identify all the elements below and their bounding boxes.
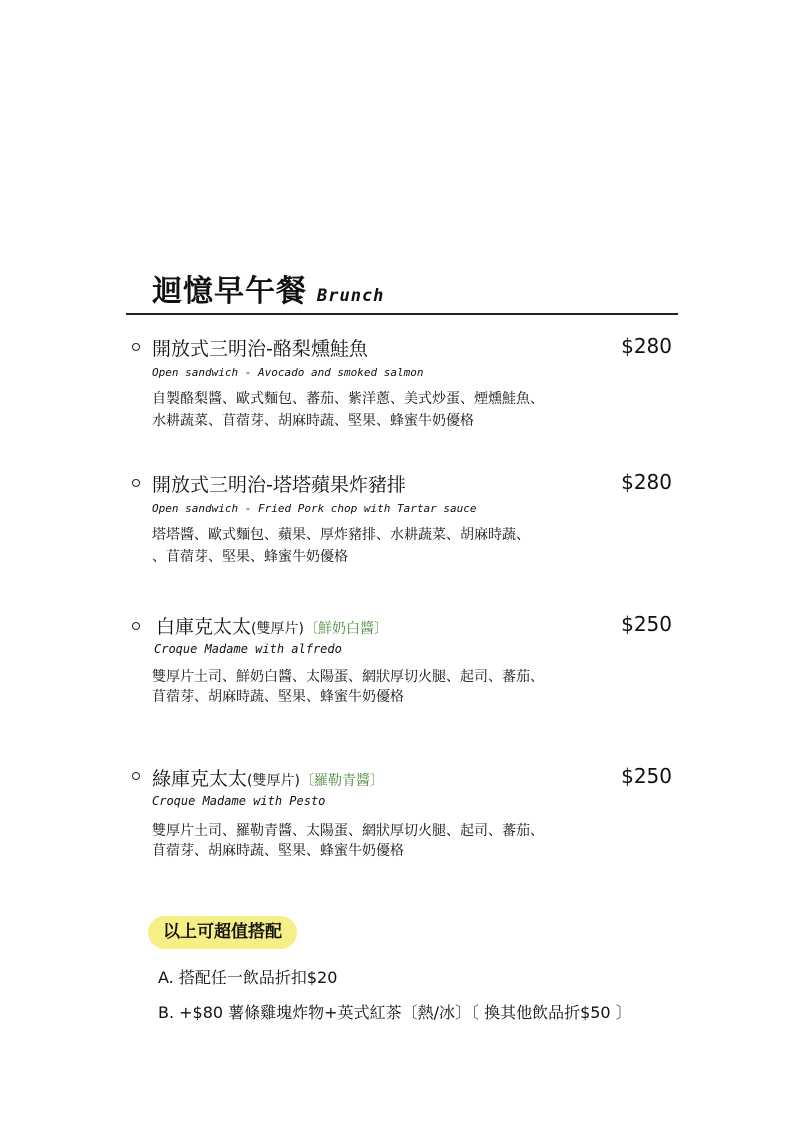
title-divider <box>126 313 678 315</box>
item-name <box>152 764 384 791</box>
combo-option-b: B. +$80 薯條雞塊炸物+英式紅茶〔熱/冰〕〔 換其他飲品折$50 〕 <box>158 1003 632 1022</box>
bullet-icon <box>132 343 140 351</box>
item-price: $250 <box>621 764 672 788</box>
item-description-line1: 雙厚片土司、鮮奶白醬、太陽蛋、網狀厚切火腿、起司、蕃茄、 <box>152 669 544 685</box>
item-name-small: (雙厚片) <box>251 621 304 637</box>
menu-item <box>132 468 678 568</box>
bullet-icon <box>132 622 140 630</box>
item-english: Open sandwich - Avocado and smoked salmon <box>152 366 424 379</box>
menu-item <box>132 762 678 862</box>
item-description-line2: 水耕蔬菜、苜蓿芽、胡麻時蔬、堅果、蜂蜜牛奶優格 <box>152 413 474 429</box>
combo-badge: 以上可超值搭配 <box>148 916 297 949</box>
title-zh: 迴憶早午餐 <box>152 274 307 309</box>
item-price: $280 <box>621 470 672 494</box>
item-description-line1: 雙厚片土司、羅勒青醬、太陽蛋、網狀厚切火腿、起司、蕃茄、 <box>152 823 544 839</box>
item-name-main: 綠庫克太太 <box>152 768 248 790</box>
item-description-line2: 、苜蓿芽、堅果、蜂蜜牛奶優格 <box>152 549 348 565</box>
item-name <box>156 612 388 639</box>
item-name: 開放式三明治-酪梨燻鮭魚 <box>152 338 368 360</box>
item-name-sauce: 〔鮮奶白醬〕 <box>303 621 388 637</box>
title-en: Brunch <box>317 286 385 306</box>
page-title <box>152 266 384 310</box>
item-price: $250 <box>621 612 672 636</box>
menu-item <box>132 332 678 432</box>
menu-item <box>132 610 678 710</box>
item-description-line1: 自製酪梨醬、歐式麵包、蕃茄、紫洋蔥、美式炒蛋、煙燻鮭魚、 <box>152 391 544 407</box>
combo-option-a: A. 搭配任一飲品折扣$20 <box>158 968 338 987</box>
item-name-small: (雙厚片) <box>247 773 300 789</box>
item-name-main: 白庫克太太 <box>156 616 252 638</box>
item-price: $280 <box>621 334 672 358</box>
item-english: Croque Madame with alfredo <box>154 642 342 656</box>
item-name-sauce: 〔羅勒青醬〕 <box>299 773 384 789</box>
item-description-line2: 苜蓿芽、胡麻時蔬、堅果、蜂蜜牛奶優格 <box>152 689 404 705</box>
item-english: Open sandwich - Fried Pork chop with Tartar sauce <box>152 502 477 515</box>
bullet-icon <box>132 772 140 780</box>
item-description-line1: 塔塔醬、歐式麵包、蘋果、厚炸豬排、水耕蔬菜、胡麻時蔬、 <box>152 527 530 543</box>
item-english: Croque Madame with Pesto <box>152 794 326 808</box>
bullet-icon <box>132 479 140 487</box>
item-name: 開放式三明治-塔塔蘋果炸豬排 <box>152 474 406 496</box>
item-description-line2: 苜蓿芽、胡麻時蔬、堅果、蜂蜜牛奶優格 <box>152 843 404 859</box>
